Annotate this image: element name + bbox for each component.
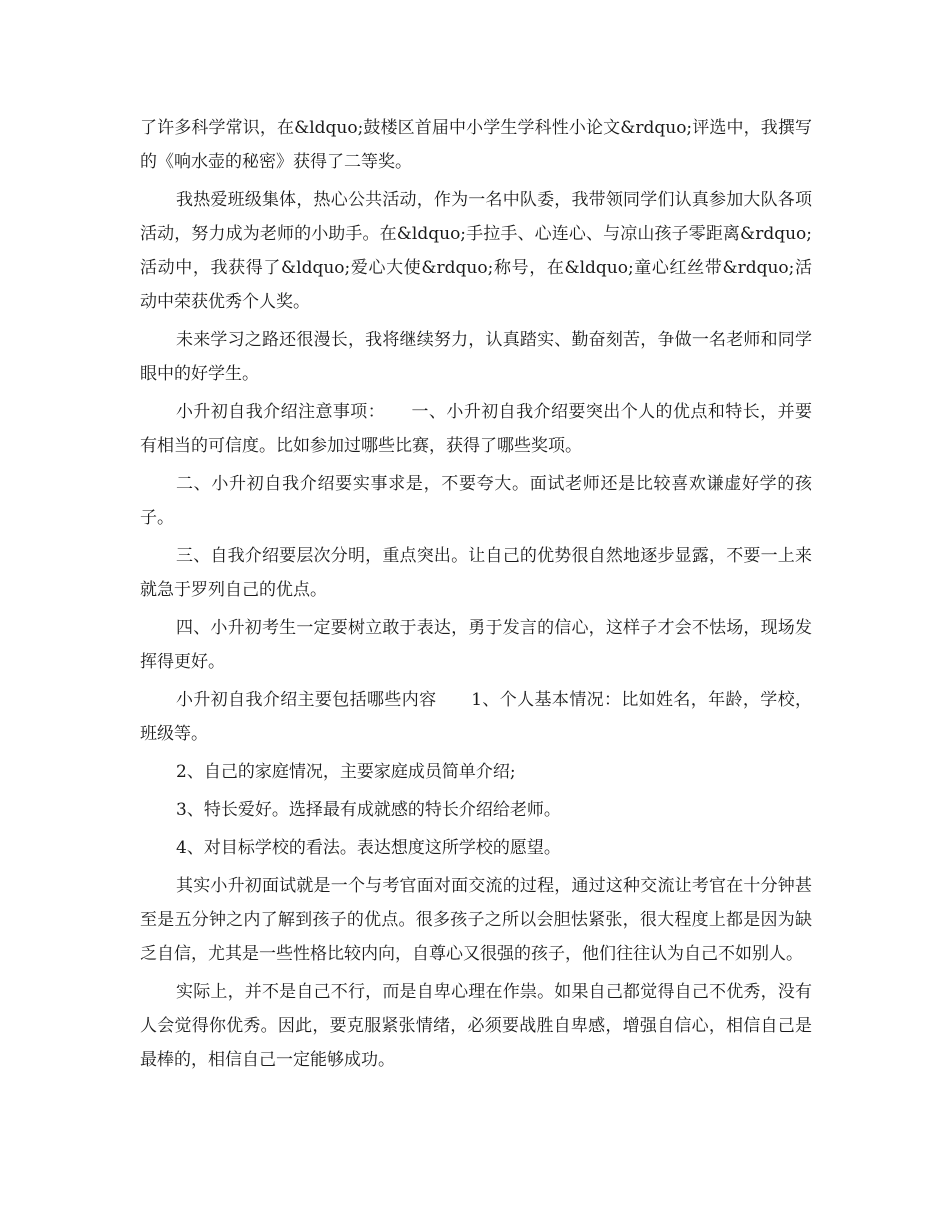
paragraph-2: 我热爱班级集体，热心公共活动，作为一名中队委，我带领同学们认真参加大队各项活动，努力成为老师的小助手。在&ldquo;手拉手、心连心、与凉山孩子零距离&rdquo;活动中，我获得了&ldquo;爱心大使&rdquo;称号，在&ldquo;童心红丝带&rdquo;活动中荣获优秀个人奖。 xyxy=(140,190,812,312)
paragraph-11: 4、对目标学校的看法。表达想度这所学校的愿望。 xyxy=(176,838,561,858)
paragraph-1: 了许多科学常识，在&ldquo;鼓楼区首届中小学生学科性小论文&rdquo;评选中，我撰写的《响水壶的秘密》获得了二等奖。 xyxy=(140,118,812,172)
paragraph-7: 四、小升初考生一定要树立敢于表达，勇于发言的信心，这样子才会不怯场，现场发挥得更好。 xyxy=(140,618,812,672)
paragraph-13: 实际上，并不是自己不行，而是自卑心理在作祟。如果自己都觉得自己不优秀，没有人会觉得你优秀。因此，要克服紧张情绪，必须要战胜自卑感，增强自信心，相信自己是最棒的，相信自己一定能够成功。 xyxy=(140,982,812,1070)
paragraph-4: 小升初自我介绍注意事项： 一、小升初自我介绍要突出个人的优点和特长，并要有相当的可信度。比如参加过哪些比赛，获得了哪些奖项。 xyxy=(140,402,812,456)
paragraph-8: 小升初自我介绍主要包括哪些内容 1、个人基本情况：比如姓名，年龄，学校，班级等。 xyxy=(140,690,812,744)
paragraph-6: 三、自我介绍要层次分明，重点突出。让自己的优势很自然地逐步显露，不要一上来就急于罗列自己的优点。 xyxy=(140,546,812,600)
paragraph-3: 未来学习之路还很漫长，我将继续努力，认真踏实、勤奋刻苦，争做一名老师和同学眼中的好学生。 xyxy=(140,330,812,384)
paragraph-5: 二、小升初自我介绍要实事求是，不要夸大。面试老师还是比较喜欢谦虚好学的孩子。 xyxy=(140,474,812,528)
paragraph-9: 2、自己的家庭情况，主要家庭成员简单介绍; xyxy=(176,762,516,782)
paragraph-12: 其实小升初面试就是一个与考官面对面交流的过程，通过这种交流让考官在十分钟甚至是五分钟之内了解到孩子的优点。很多孩子之所以会胆怯紧张，很大程度上都是因为缺乏自信，尤其是一些性格比较内向，自尊心又很强的孩子，他们往往认为自己不如别人。 xyxy=(140,876,812,964)
paragraph-10: 3、特长爱好。选择最有成就感的特长介绍给老师。 xyxy=(176,800,561,820)
document-body xyxy=(140,111,812,1081)
